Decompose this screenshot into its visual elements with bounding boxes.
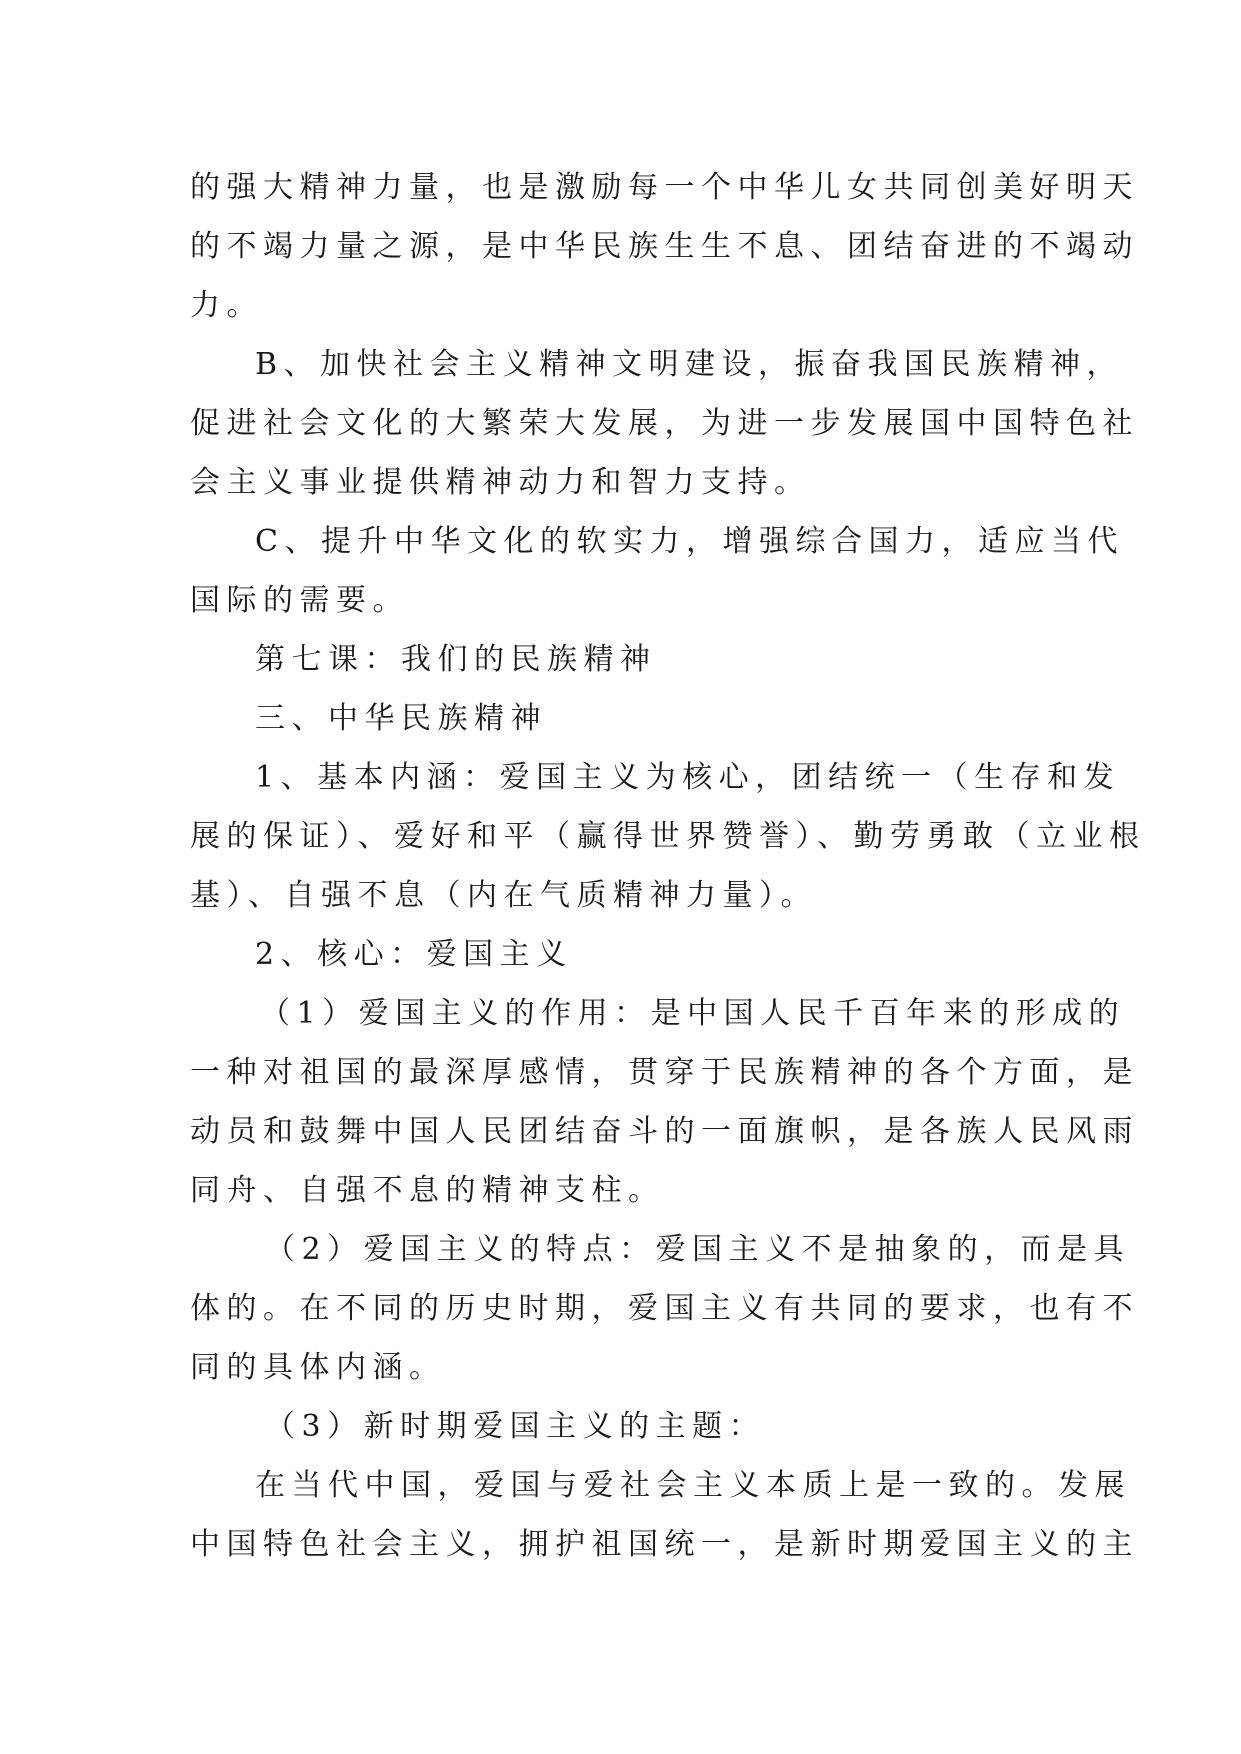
text-line: 一种对祖国的最深厚感情，贯穿于民族精神的各个方面，是 bbox=[190, 1055, 1139, 1090]
text-line: 力。 bbox=[190, 288, 263, 323]
text-line: 动员和鼓舞中国人民团结奋斗的一面旗帜，是各族人民风雨 bbox=[190, 1114, 1139, 1149]
text-line: 的不竭力量之源，是中华民族生生不息、团结奋进的不竭动 bbox=[190, 229, 1139, 264]
text-line: 同舟、自强不息的精神支柱。 bbox=[190, 1173, 665, 1208]
text-line: 促进社会文化的大繁荣大发展，为进一步发展国中国特色社 bbox=[190, 406, 1139, 441]
text-line: 的强大精神力量，也是激励每一个中华儿女共同创美好明天 bbox=[190, 170, 1139, 205]
paragraph-line: 在当代中国，爱国与爱社会主义本质上是一致的。发展 bbox=[255, 1468, 1131, 1503]
item-2-line: 2、核心：爱国主义 bbox=[255, 937, 573, 972]
text-line: 中国特色社会主义，拥护祖国统一，是新时期爱国主义的主 bbox=[190, 1527, 1139, 1562]
subitem-2-line: （2）爱国主义的特点：爱国主义不是抽象的，而是具 bbox=[265, 1232, 1131, 1267]
text-line: 国际的需要。 bbox=[190, 583, 409, 618]
paragraph-b-line: B、加快社会主义精神文明建设，振奋我国民族精神， bbox=[255, 347, 1124, 382]
text-line: 会主义事业提供精神动力和智力支持。 bbox=[190, 465, 811, 500]
document-body bbox=[190, 158, 1146, 1574]
text-line: 体的。在不同的历史时期，爱国主义有共同的要求，也有不 bbox=[190, 1291, 1139, 1326]
lesson-heading: 第七课：我们的民族精神 bbox=[255, 642, 657, 677]
text-line: 基）、自强不息（内在气质精神力量）。 bbox=[190, 878, 817, 913]
item-1-line: 1、基本内涵：爱国主义为核心，团结统一（生存和发 bbox=[255, 760, 1121, 795]
subitem-3-line: （3）新时期爱国主义的主题： bbox=[265, 1409, 766, 1444]
text-line: 展的保证）、爱好和平（赢得世界赞誉）、勤劳勇敢（立业根 bbox=[190, 819, 1146, 854]
subitem-1-line: （1）爱国主义的作用：是中国人民千百年来的形成的 bbox=[260, 996, 1126, 1031]
text-line: 同的具体内涵。 bbox=[190, 1350, 446, 1385]
paragraph-c-line: C、提升中华文化的软实力，增强综合国力，适应当代 bbox=[255, 524, 1124, 559]
section-heading: 三、中华民族精神 bbox=[255, 701, 547, 736]
